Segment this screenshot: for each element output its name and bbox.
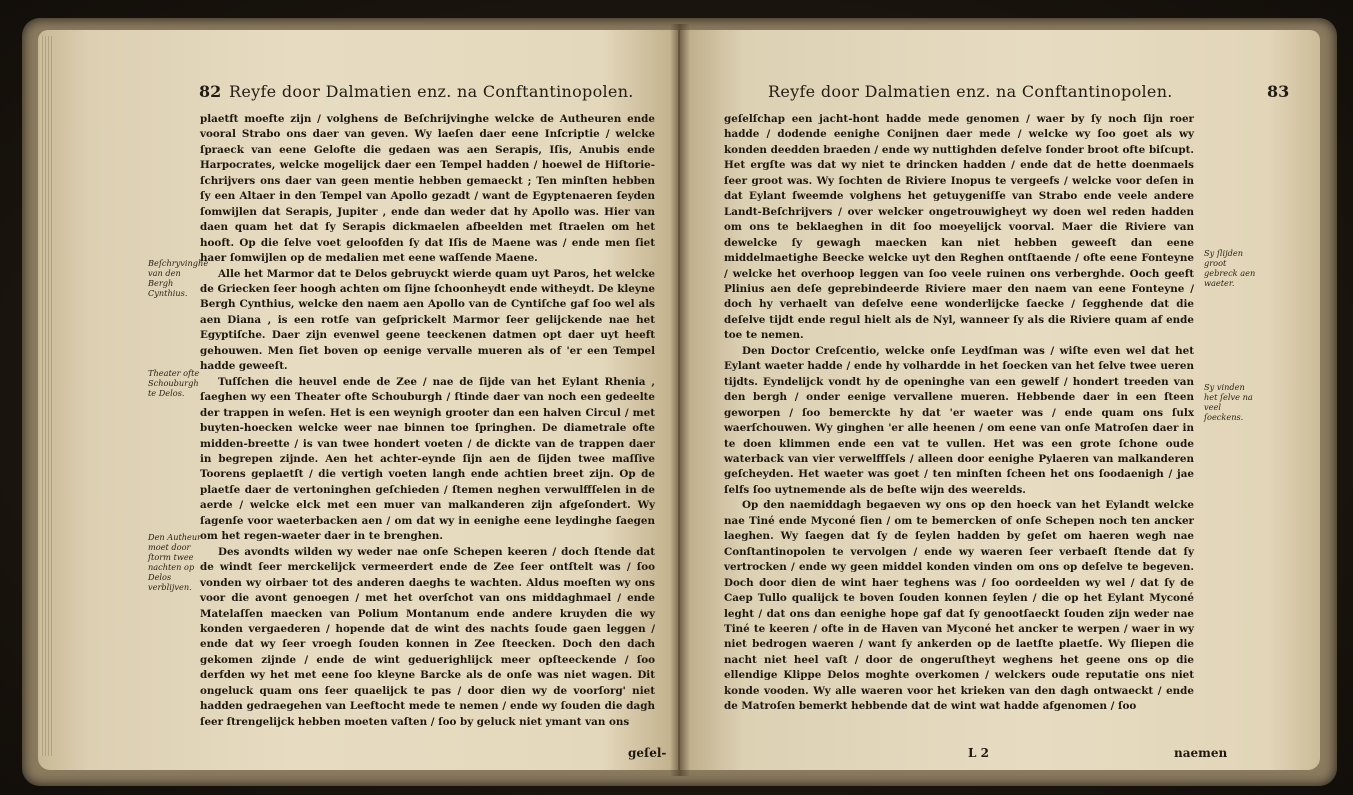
page-number: 82 [199,82,222,101]
paragraph: geſelſchap een jacht-hont hadde mede genomen / waer by ſy noch ſijn roer hadde / dodende eenighe Conijnen daer mede / welcke wy ſoo goet als wy konden deedden braeden / ende wy nuttighden deſelve ſonder broot ofte biſcupt. Het ergſte was dat wy niet te drincken hadden / ende dat de hette doenmaels ſeer groot was. Wy ſochten de Riviere Inopus te vergeefs / welcke voor deſen in dat Eylant ſweemde volghens het getuygeniſſe van Strabo ende veele andere Landt-Beſchrijvers / over welcker ongetrouwigheyt wy doen wel reden hadden om ons te beklaeghen in dit ſoo moeyelijck voorval. Maer die Riviere van dewelcke ſy gewagh maecken kan niet hebben geweeſt dan eene middelmaetighe Beecke welcke uyt den Reghen ontſtaende / ofte eene Fonteyne / welcke het overhoop leggen van ſoo veele ruinen ons verberghde. Ooch geeft Plinius aen deſe geprebindeerde Riviere maer den naem van eene Fonteyne / doch hy verhaelt van deſelve eene wonderlijcke ſaecke / ſegghende dat die deſelve tijdt ende regul hielt als de Nyl, wanneer ſy als die Riviere quam af ende toe te nemen. [724,113,1194,342]
running-head: Reyfe door Dalmatien enz. na Conftantinopolen. [229,82,634,101]
right-page [680,30,1320,770]
paragraph: Alle het Marmor dat te Delos gebruyckt wierde quam uyt Paros, het welcke de Griecken ſeer hoogh achten om ſijne ſchoonheydt ende witheydt. De kleyne Bergh Cynthius, welcke den naem aen Apollo van de Cyntiſche gaf ſoo wel als aen Diana , is een rotſe van geſprickelt Marmor ſeer gelijckende nae het Egyptiſche. Daer zijn evenwel geene teeckenen datmen opt daer uyt heeft gehouwen. Men ſiet boven op eenige vervalle mueren als of 'er een Tempel hadde geweeſt. [200,267,655,373]
sidenote-theater: Theater ofte Schouburgh te Delos. [148,368,200,398]
paragraph: plaetft moefte zijn / volghens de Beſchrijvinghe welcke de Autheuren ende vooral Strabo ons daer van geven. Wy laeſen daer eene Inſcriptie / welcke ſpraeck van eene Gelofte die gedaen was aen Serapis, Iſis, Anubis ende Harpocrates, welcke mogelijck daer een Tempel hadden / hoewel de Hiſtorie-ſchrijvers ons daer van geen mentie hebben gemaeckt ; Ten minſten hebben ſy een Altaer in den Tempel van Apollo gezadt / want de Egyptenaeren ſeyden ſomwijlen dat Serapis, Jupiter , ende dan weder dat hy Apollo was. Hier van daen quam het dat ſy Serapis dickmaelen afbeelden met ſtraelen om het hooft. Op die ſelve voet geloofden ſy dat Iſis de Maene was / ende men ſiet haer ſomwijlen op de medalien met eene waſſende Maene. [200,113,655,265]
paragraph: Des avondts wilden wy weder nae onſe Schepen keeren / doch ſtende dat de windt ſeer merckelijck vermeerdert ende de Zee ſeer ontſtelt was / ſoo vonden wy oirbaer tot des anderen daeghs te wachten. Aldus moeſten wy ons voor die avont genoegen / met het overſchot van ons middaghmael / ende Matelaſſen maecken van Polium Montanum ende andere kruyden die wy konden vergaederen / hopende dat de wint des nachts ſoude gaen leggen / ende dat wy ſeer vroegh ſouden konnen in Zee ſteecken. Doch den dach gekomen zijnde / ende de wint geduerighlijck meer opſteeckende / ſoo derfden wy het met eene ſoo kleyne Barcke als de onſe was niet wagen. Dit ongeluck quam ons ſeer quaelijck te pas / door dien wy de voorſorg' niet hadden gedraegehen van Leeftocht mede te nemen / ende wy ſouden die dagh ſeer ſtrengelijck hebben moeten vaſten / ſoo by geluck niet ymant van ons [200,545,655,728]
paragraph: Tuſſchen die heuvel ende de Zee / nae de ſijde van het Eylant Rhenia , ſaeghen wy een Theater ofte Schouburgh / ſtinde daer van noch een gedeelte der trappen in weſen. Het is een weynigh grooter dan een halven Circul / met buyten-hoecken welcke weer nae binnen toe ſpringhen. De diametrale ofte midden-breette / is van twee hondert voeten / de dickte van de trappen daer in begrepen zijnde. Aen het achter-eynde ſijn aen de ſijden twee maſſive Toorens geplaetſt / die vertigh voeten langh ende achtien breet zijn. Op de plaetſe daer de vertoninghen geſchieden / ſtemen neghen verwulffſelen in de aerde / welcke elck met een muer van malkanderen zijn afgeſondert. Wy ſagenſe voor waeterbacken aen / om dat wy in eenighe eene leydinghe ſaegen om het regen-waeter daer in te brenghen. [200,375,655,543]
catchword: geſel- [628,746,667,760]
signature-mark: L 2 [968,746,989,760]
catchword: naemen [1174,746,1228,760]
left-text-body [200,112,655,730]
paragraph: Op den naemiddagh begaeven wy ons op den hoeck van het Eylandt welcke nae Tiné ende Myconé ſien / om te bemercken of onſe Schepen noch ten ancker laeghen. Wy ſaegen dat ſy de ſeylen hadden by geſet om haeren wegh nae Conſtantinopolen te vervolgen / ende wy waeren ſeer verbaeſt ſtende dat ſy vertrocken / ende wy geen middel konden vinden om ons op deſelve te begeven. Doch door dien de wint haer teghens was / ſoo oordeelden wy wel / dat ſy de Caep Tullo qualijck te boven ſouden konnen ſeylen / die op het Eylant Myconé leght / dat ons dan eenighe hope gaf dat ſy genootſaeckt ſouden zijn weder nae Tiné te keeren / ofte in de Haven van Myconé het ancker te werpen / waer in wy niet bedrogen waeren / want ſy ankerden op de laetſte plaetſe. Wy ſliepen die nacht niet heel vaſt / door de ongeruſtheyt weghens het geene ons op die ellendige Klippe Delos moghte overkomen / welckers oude reputatie ons niet konde vooden. Wy alle waeren voor het krieken van den dagh ontwaeckt / ende de Matroſen bemerkt hebbende dat de wint wat hadde afgenomen / ſoo [724,499,1194,713]
page-number: 83 [1267,82,1290,101]
book-gutter [670,24,690,776]
running-head: Reyfe door Dalmatien enz. na Conftantinopolen. [768,82,1173,101]
sidenote-bergh-cynthius: Beſchryvinghe van den Bergh Cynthius. [148,258,209,298]
sidenote-storm: Den Autheur moet door ſtorm twee nachten op Delos verblijven. [148,532,202,592]
page-edges [40,36,54,756]
sidenote-waeter: Sy ſlijden groot gebreck aen waeter. [1204,248,1256,288]
sidenote-vinden: Sy vinden het ſelve na veel ſoeckens. [1204,382,1253,422]
left-page [38,30,678,770]
paragraph: Den Doctor Creſcentio, welcke onſe Leydſman was / wiſte even wel dat het Eylant waeter hadde / ende hy volhardde in het ſoecken van het ſelve twee ueren tijdts. Eyndelijck vondt hy de openinghe van een gewelf / hondert treeden van den bergh / onder eenige vervallene mueren. Hebbende daer in een ſteen geworpen / ſoo bemerckte hy dat 'er waeter was / ende quam ons ſulx waerſchouwen. Wy ginghen 'er alle heenen / om eene van onſe Matroſen daer in te doen klimmen ende een vat te vullen. Het was een grote ſchone oude waterback van vier verwelffſels / alleen door eenighe Pylaeren van malkanderen geſcheyden. Het waeter was goet / ten minſten ſcheen het ons ſoodaenigh / jae ſelfs ſoo uytnemende als de beſte wijn des weerelds. [724,344,1194,496]
right-text-body [724,112,1194,715]
